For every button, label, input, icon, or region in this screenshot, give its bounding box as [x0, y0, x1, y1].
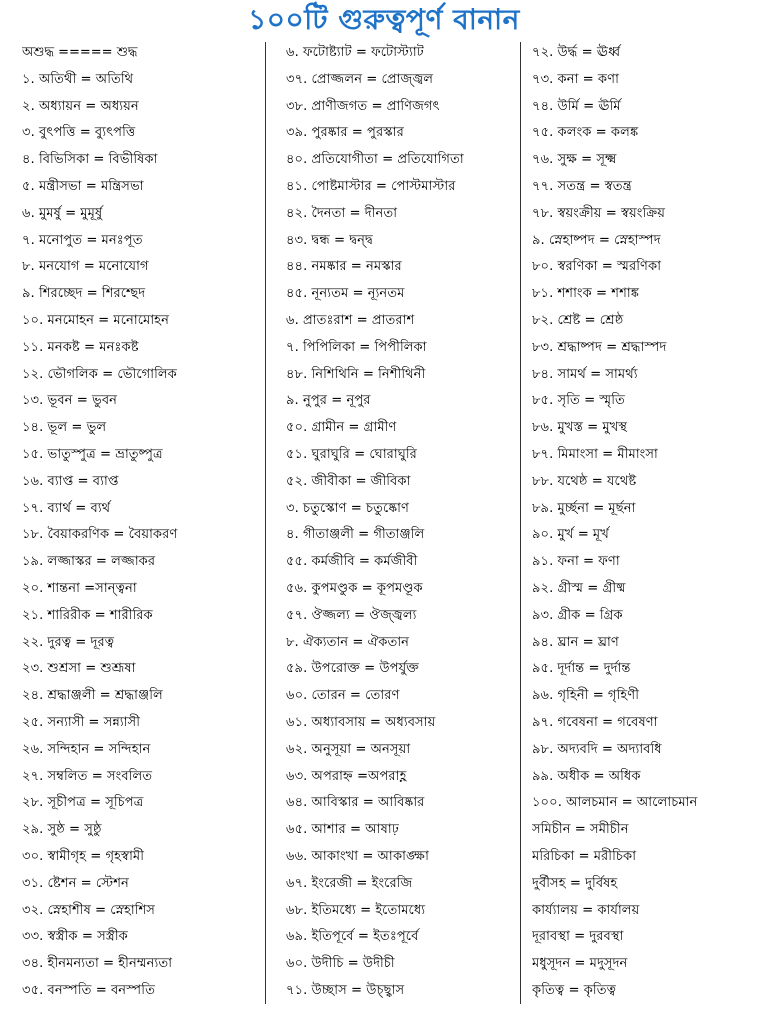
spelling-entry: ৪১. পোষ্টমাস্টার = পোস্টমাস্টার: [286, 178, 456, 194]
spelling-entry: ৩৩. স্বস্ত্রীক = সস্ত্রীক: [22, 929, 128, 945]
spelling-entry: ৬. প্রাতঃরাশ = প্রাতরাশ: [286, 312, 415, 328]
spelling-entry: ১২. ভৌগলিক = ভৌগোলিক: [22, 366, 177, 382]
spelling-entry: ৭. পিপিলিকা = পিপীলিকা: [286, 339, 427, 355]
spelling-entry: ৮. ঐক্যতান = ঐকতান: [286, 634, 410, 650]
spelling-entry: ৫০. গ্রামীন = গ্রামীণ: [286, 420, 397, 436]
spelling-entry: ৮৮. যথেষ্ঠ = যথেষ্ট: [532, 473, 637, 489]
spelling-entry: ৩৯. পুরষ্কার = পুরস্কার: [286, 125, 404, 141]
spelling-entry: ১৮. বৈয়াকরণিক = বৈয়াকরণ: [22, 527, 178, 543]
spelling-entry: ৩১. ষ্টেশন = স্টেশন: [22, 875, 129, 891]
spelling-entry: ২৭. সম্বলিত = সংবলিত: [22, 768, 153, 784]
spelling-entry: ৮০. স্বরণিকা = স্মরণিকা: [532, 259, 662, 275]
spelling-entry: ৯৯. অধীক = অধিক: [532, 768, 641, 784]
spelling-entry: ৬৪. আবিস্কার = আবিষ্কার: [286, 795, 425, 811]
spelling-entry: ৬৬. আকাংখা = আকাঙ্ক্ষা: [286, 848, 429, 864]
spelling-entry: ৮৬. মুখস্ত = মুখস্থ: [532, 420, 628, 436]
spelling-entry: ৭১. উচ্ছাস = উচ্ছ্বাস: [286, 982, 405, 998]
spelling-entry: ৮২. শ্রেষ্ট = শ্রেষ্ঠ: [532, 312, 624, 328]
spelling-entry: মরিচিকা = মরীচিকা: [532, 848, 637, 864]
spelling-entry: কৃতিত্ব = কৃতিত্ব: [532, 982, 616, 998]
spelling-entry: ৯৬. গৃহিনী = গৃহিণী: [532, 688, 640, 704]
spelling-entry: ৯৮. অদ্যবদি = অদ্যাবধি: [532, 741, 662, 757]
column-3: [532, 40, 764, 1020]
spelling-entry: ৮১. শশাংক = শশাঙ্ক: [532, 286, 639, 302]
spelling-entry: ৩. বুৎপত্তি = ব্যুৎপত্তি: [22, 125, 136, 141]
spelling-entry: ৬৩. অপরাহ্ন =অপরাহ্ণ: [286, 768, 407, 784]
spelling-entry: ৪. বিভিসিকা = বিভীষিকা: [22, 152, 158, 168]
spelling-entry: ২. অধ্যায়ন = অধ্যয়ন: [22, 98, 139, 114]
spelling-entry: ৯. শিরচ্ছেদ = শিরশ্ছেদ: [22, 286, 146, 302]
spelling-entry: ৬৮. ইতিমধ্যে = ইতোমধ্যে: [286, 902, 426, 918]
spelling-entry: ৬০. তোরন = তোরণ: [286, 688, 400, 704]
spelling-entry: ৯. স্নেহাষ্পদ = স্নেহাস্পদ: [532, 232, 661, 248]
spelling-entry: ১০. মনমোহন = মনোমোহন: [22, 312, 169, 328]
spelling-entry: ৩২. স্নেহাশীষ = স্নেহাশিস: [22, 902, 156, 918]
spelling-entry: ৭৬. সুক্ষ = সূক্ষ্ম: [532, 152, 617, 168]
spelling-entry: কার্য্যালয় = কার্যালয়: [532, 902, 640, 918]
spelling-entry: ৬. ফটোষ্ট্যাট = ফটোস্ট্যাট: [286, 45, 424, 60]
spelling-entry: ৯১. ফনা = ফণা: [532, 554, 620, 570]
spelling-entry: ৯৭. গবেষনা = গবেষণা: [532, 714, 658, 730]
spelling-entry: ১৯. লজ্জাস্কর = লজ্জাকর: [22, 554, 156, 570]
spelling-entry: ৫৯. উপরোক্ত = উপর্যুক্ত: [286, 661, 419, 677]
page-title: ১০০টি গুরুত্বপূর্ণ বানান: [248, 3, 520, 36]
spelling-entry: ৭৮. স্বয়ংক্রীয় = স্বয়ংক্রিয়: [532, 205, 666, 221]
spelling-entry: ৬৭. ইংরেজী = ইংরেজি: [286, 875, 413, 891]
spelling-entry: ৪৩. দ্বন্ধ = দ্বন্দ্ব: [286, 232, 373, 248]
spelling-entry: ৫৫. কর্মজীবি = কর্মজীবী: [286, 554, 418, 570]
spelling-entry: ১৪. ভূল = ভুল: [22, 420, 107, 436]
spelling-entry: ৭৪. উর্মি = ঊর্মি: [532, 98, 621, 114]
spelling-entry: ৫৬. কুপমণ্ডুক = কূপমণ্ডূক: [286, 580, 423, 596]
spelling-entry: মধুসূদন = মদুসূদন: [532, 956, 628, 972]
spelling-entry: ৪৮. নিশিথিনি = নিশীথিনী: [286, 366, 426, 382]
column-2: [286, 40, 522, 1020]
spelling-entry: ৬৯. ইতিপূর্বে = ইতঃপূর্বে: [286, 929, 419, 945]
spelling-entry: ৩০. স্বামীগৃহ = গৃহস্বামী: [22, 848, 144, 864]
spelling-entry: ১. অতিথী = অতিথি: [22, 71, 134, 87]
spelling-entry: ৮৯. মুর্চ্ছনা = মূর্ছনা: [532, 500, 636, 516]
spelling-entry: ৯৩. গ্রীক = গ্রিক: [532, 607, 623, 623]
spelling-entry: ২৩. শুশ্রসা = শুশ্রূষা: [22, 661, 136, 677]
spelling-entry: ৭. মনোপুত = মনঃপূত: [22, 232, 143, 248]
spelling-entry: ২৫. সন্যাসী = সন্ন্যাসী: [22, 714, 141, 730]
spelling-entry: ৫১. ঘুরাঘুরি = ঘোরাঘুরি: [286, 446, 417, 462]
spelling-entry: ৭৩. কনা = কণা: [532, 71, 619, 87]
spelling-entry: ৬০. উদীচি = উদীচী: [286, 956, 395, 972]
spelling-entry: ৫২. জীবীকা = জীবিকা: [286, 473, 411, 489]
spelling-entry: ৬১. অধ্যাবসায় = অধ্যবসায়: [286, 714, 436, 730]
spelling-entry: ১৩. ভূবন = ভুবন: [22, 393, 118, 409]
spelling-entry: ৪৫. নূন্যতম = ন্যূনতম: [286, 286, 405, 302]
column-1: [22, 40, 260, 1020]
spelling-entry: ৯০. মুর্খ = মূর্খ: [532, 527, 609, 543]
spelling-entry: ৯৫. দূর্দান্ত = দুর্দান্ত: [532, 661, 631, 677]
spelling-entry: ৯. নুপুর = নূপুর: [286, 393, 371, 409]
spelling-entry: ২৬. সন্দিহান = সন্দিহান: [22, 741, 151, 757]
spelling-entry: ২১. শারিরীক = শারীরিক: [22, 607, 153, 623]
column-divider: [265, 42, 266, 1004]
spelling-entry: ৩৫. বনস্পতি = বনস্পতি: [22, 982, 155, 998]
spelling-entry: ১৭. ব্যার্থ = ব্যর্থ: [22, 500, 111, 516]
spelling-entry: ৮৪. সামর্থ = সামর্থ্য: [532, 366, 638, 382]
spelling-entry: ২৯. সুষ্ঠ = সুষ্ঠু: [22, 822, 102, 838]
spelling-entry: ৪০. প্রতিযোগীতা = প্রতিযোগিতা: [286, 152, 464, 168]
spelling-entry: সমিচীন = সমীচীন: [532, 822, 629, 838]
spelling-entry: ৩৮. প্রাণীজগত = প্রাণিজগৎ: [286, 98, 440, 114]
spelling-entry: ৯২. গ্রীস্ম = গ্রীষ্ম: [532, 580, 626, 596]
spelling-entry: ৭৭. সতন্ত্র = স্বতন্ত্র: [532, 178, 632, 194]
spelling-entry: ৬৫. আশার = আষাঢ়: [286, 822, 399, 838]
spelling-entry: ৮৫. সৃতি = স্মৃতি: [532, 393, 625, 409]
spelling-entry: ৩৭. প্রোজ্জলন = প্রোজ্জ্বল: [286, 71, 434, 87]
spelling-entry: ৮৭. মিমাংসা = মীমাংসা: [532, 446, 658, 462]
spelling-entry: ২৮. সূচীপত্র = সূচিপত্র: [22, 795, 144, 811]
spelling-entry: দূরাবস্থা = দুরবস্থা: [532, 929, 624, 945]
spelling-entry: ১০০. আলচমান = আলোচমান: [532, 795, 698, 811]
spelling-entry: দুর্বীসহ = দুর্বিষহ: [532, 875, 618, 891]
spelling-entry: ৭২. উর্দ্ধ = ঊর্ধ্ব: [532, 45, 621, 60]
spelling-entry: ৩. চতুস্কোণ = চতুষ্কোণ: [286, 500, 409, 516]
spelling-entry: ২০. শান্তনা =সান্ত্বনা: [22, 580, 137, 596]
spelling-entry: ২২. দুরত্ব = দূরত্ব: [22, 634, 115, 650]
spelling-entry: ১১. মনকষ্ট = মনঃকষ্ট: [22, 339, 139, 355]
spelling-entry: ৮. মনযোগ = মনোযোগ: [22, 259, 149, 275]
spelling-entry: ৪২. দৈনতা = দীনতা: [286, 205, 398, 221]
column-header: অশুদ্ধ ===== শুদ্ধ: [22, 45, 138, 60]
spelling-entry: ৪৪. নমষ্কার = নমস্কার: [286, 259, 402, 275]
spelling-entry: ৩৪. হীনমন্যতা = হীনম্মন্যতা: [22, 956, 173, 972]
spelling-entry: ৬. মুমর্ষু = মুমূর্ষু: [22, 205, 103, 221]
spelling-entry: ১৫. ভাতুস্পুত্র = ভ্রাতুষ্পুত্র: [22, 446, 163, 462]
spelling-entry: ৫. মন্ত্রীসভা = মন্ত্রিসভা: [22, 178, 144, 194]
spelling-entry: ১৬. ব্যাপ্ত = ব্যাপ্ত: [22, 473, 119, 489]
spelling-entry: ২৪. শ্রদ্ধাঞ্জলী = শ্রদ্ধাঞ্জলি: [22, 688, 163, 704]
spelling-entry: ৭৫. কলংক = কলঙ্ক: [532, 125, 639, 141]
spelling-entry: ৬২. অনুসূয়া = অনসূয়া: [286, 741, 411, 757]
spelling-entry: ৯৪. ঘ্রান = ঘ্রাণ: [532, 634, 619, 650]
spelling-entry: ৪. গীতাঞ্জলী = গীতাঞ্জলি: [286, 527, 425, 543]
spelling-entry: ৫৭. ঔজ্জল্য = ঔজ্জ্বল্য: [286, 607, 417, 623]
spelling-entry: ৮৩. শ্রদ্ধাষ্পদ = শ্রদ্ধাস্পদ: [532, 339, 667, 355]
